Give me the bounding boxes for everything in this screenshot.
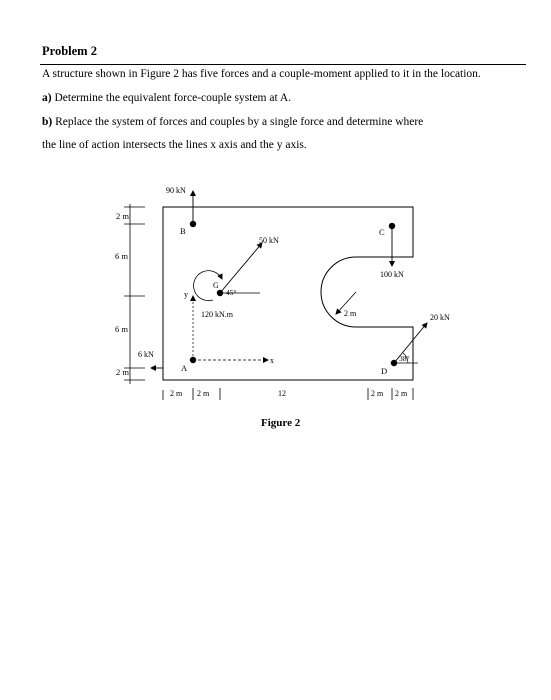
dim-bottom-2: 2 m xyxy=(197,389,210,398)
dim-bottom-1: 2 m xyxy=(170,389,183,398)
angle-45-label: 45° xyxy=(226,288,237,297)
radius-label: 2 m xyxy=(344,309,357,318)
problem-title: Problem 2 xyxy=(42,44,97,58)
point-d-label: D xyxy=(381,366,388,376)
point-b-dot xyxy=(190,221,196,227)
part-b-continuation: the line of action intersects the lines x axis and the y axis. xyxy=(42,139,307,151)
dim-left-top: 2 m xyxy=(116,211,129,221)
force-6-label: 6 kN xyxy=(138,350,154,359)
point-g-label: G xyxy=(213,281,219,290)
x-axis-label: x xyxy=(270,356,274,365)
part-b-label: b) xyxy=(42,116,53,128)
dim-left-upper: 6 m xyxy=(115,251,128,261)
part-b-text: Replace the system of forces and couples by a single force and determine where xyxy=(55,116,424,128)
dim-bottom-r1: 2 m xyxy=(371,389,384,398)
force-50-label: 50 kN xyxy=(259,236,279,245)
part-a-text: Determine the equivalent force-couple system at A. xyxy=(54,92,292,104)
point-b-label: B xyxy=(180,226,186,236)
dim-bottom-r2: 2 m xyxy=(395,389,408,398)
y-axis-label: y xyxy=(184,290,188,299)
point-a-label: A xyxy=(181,363,188,373)
dim-left-lower: 6 m xyxy=(115,324,128,334)
part-a-label: a) xyxy=(42,92,52,104)
force-90-label: 90 kN xyxy=(166,186,186,195)
dim-bottom-mid: 12 xyxy=(278,389,286,398)
figure-caption: Figure 2 xyxy=(261,417,301,429)
couple-label: 120 kN.m xyxy=(201,310,233,319)
angle-38-label: 38° xyxy=(399,354,410,363)
dim-left-bottom: 2 m xyxy=(116,367,129,377)
point-a-dot xyxy=(190,357,196,363)
force-50-arrow xyxy=(220,243,262,293)
force-100-label: 100 kN xyxy=(380,270,404,279)
structure-outline xyxy=(163,207,413,380)
problem-statement: A structure shown in Figure 2 has five forces and a couple-moment applied to it in the location. xyxy=(42,68,481,80)
point-c-label: C xyxy=(379,227,385,237)
force-20-label: 20 kN xyxy=(430,313,450,322)
